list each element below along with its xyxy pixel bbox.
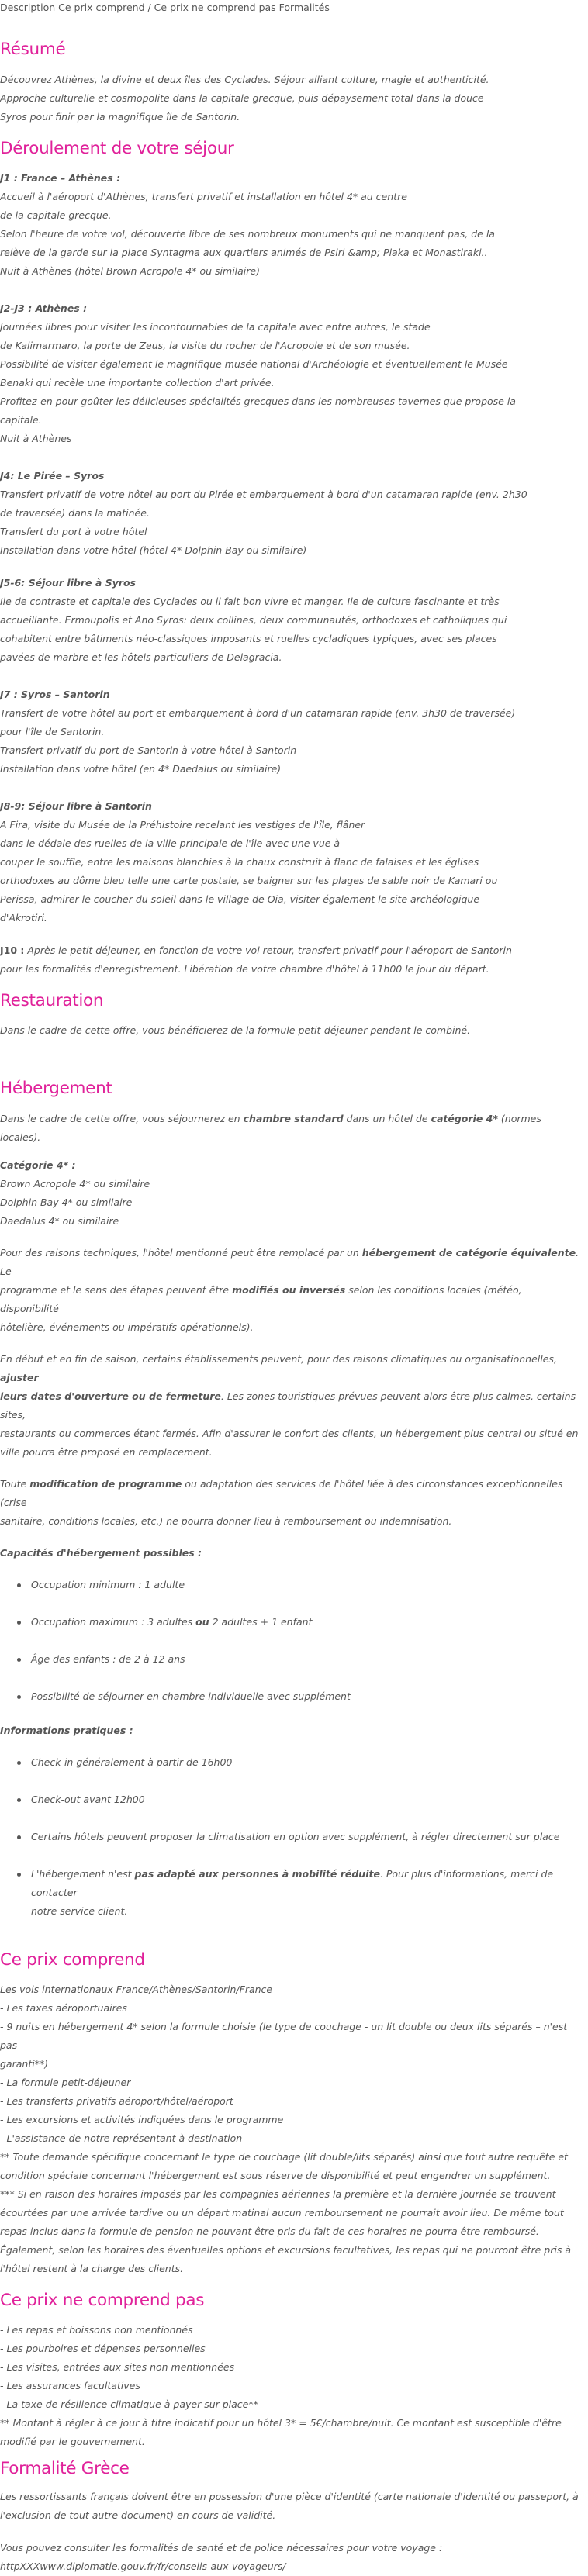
resume-text (0, 71, 582, 126)
day-line: Benaki qui recèle une importante collection d'art privée. (0, 377, 275, 388)
itinerary (0, 169, 582, 979)
day-line: Transfert du port à votre hôtel (0, 526, 147, 537)
day-block (0, 467, 582, 560)
day-line: Installation dans votre hôtel (hôtel 4* Dolphin Bay ou similaire) (0, 544, 307, 556)
list-item: Check-out avant 12h00 (14, 1790, 582, 1809)
capacity-heading: Capacités d'hébergement possibles : (0, 1547, 202, 1559)
hotel-item: Daedalus 4* ou similaire (0, 1215, 119, 1227)
list-item: - Les taxes aéroportuaires (0, 2002, 127, 2014)
restauration-title: Restauration (0, 991, 104, 1010)
day-block (0, 941, 582, 979)
list-item: - L'assistance de notre représentant à destination (0, 2132, 243, 2144)
resume-title: Résumé (0, 40, 66, 59)
ne-comprend-list (0, 2321, 582, 2451)
section-tabs: Description Ce prix comprend / Ce prix ne comprend pas Formalités (0, 2, 330, 13)
list-item: - Les assurances facultatives (0, 2380, 140, 2391)
day-line: Possibilité de visiter également le magnifique musée national d'Archéologie et éventuellement le Musée (0, 358, 508, 370)
list-item: Possibilité de séjourner en chambre individuelle avec supplément (14, 1687, 582, 1706)
day-block (0, 299, 582, 448)
day-line: Transfert privatif de votre hôtel au port du Pirée et embarquement à bord d'un catamaran rapide (env. 2h30 (0, 489, 527, 500)
day-block (0, 685, 582, 779)
list-item: repas inclus dans la formule de pension ne pouvant être pris du fait de ces horaires ne pourra être remboursé. (0, 2226, 539, 2237)
restauration-text: Dans le cadre de cette offre, vous bénéficierez de la formule petit-déjeuner pendant le combiné. (0, 1024, 471, 1036)
day-line: Journées libres pour visiter les incontournables de la capitale avec entre autres, le stade (0, 321, 431, 333)
list-item: - Les repas et boissons non mentionnés (0, 2324, 193, 2336)
list-item: l'hôtel restent à la charge des clients. (0, 2263, 184, 2274)
category-heading: Catégorie 4* : (0, 1159, 76, 1171)
info-heading: Informations pratiques : (0, 1725, 133, 1736)
hebergement-title: Hébergement (0, 1079, 112, 1098)
hebergement-intro: Dans le cadre de cette offre, vous séjournerez en chambre standard dans un hôtel de catégorie 4* (normes locales). (0, 1113, 541, 1143)
list-item: - Les visites, entrées aux sites non mentionnées (0, 2361, 235, 2373)
hebergement-paragraph: En début et en fin de saison, certains établissements peuvent, pour des raisons climatiques ou organisationnelles, ajuster (0, 1353, 557, 1383)
day-line: couper le souffle, entre les maisons blanchies à la chaux construit à flanc de falaises et les églises (0, 856, 479, 868)
resume-line: Syros pour finir par la magnifique île de Santorin. (0, 111, 240, 123)
day-line: de Kalimarmaro, la porte de Zeus, la visite du rocher de l'Acropole et de son musée. (0, 340, 410, 351)
day-line: Ile de contraste et capitale des Cyclades ou il fait bon vivre et manger. Ile de culture fascinante et très (0, 596, 500, 607)
day-line: Nuit à Athènes (hôtel Brown Acropole 4* ou similaire) (0, 265, 260, 277)
list-item: Les vols internationaux France/Athènes/Santorin/France (0, 1984, 273, 1995)
day-block (0, 797, 582, 927)
day-line: relève de la garde sur la place Syntagma aux quartiers animés de Psiri &amp; Plaka et Monastiraki.. (0, 247, 488, 258)
list-item: - Les transferts privatifs aéroport/hôtel/aéroport (0, 2095, 233, 2107)
day-line: pour l'île de Santorin. (0, 726, 105, 737)
list-item: ** Toute demande spécifique concernant le type de couchage (lit double/lits séparés) ainsi que tout autre requête et (0, 2151, 568, 2163)
day-heading: J7 : Syros – Santorin (0, 689, 110, 700)
day-line: Nuit à Athènes (0, 433, 72, 444)
day-heading: J4: Le Pirée – Syros (0, 470, 105, 482)
list-item: Certains hôtels peuvent proposer la climatisation en option avec supplément, à régler directement sur place (14, 1828, 582, 1846)
capacity-list (0, 1576, 582, 1706)
day-line: de traversée) dans la matinée. (0, 507, 150, 519)
day-line: Après le petit déjeuner, en fonction de votre vol retour, transfert privatif pour l'aéroport de Santorin (24, 944, 512, 956)
day-line: pour les formalités d'enregistrement. Libération de votre chambre d'hôtel à 11h00 le jour du départ. (0, 963, 489, 975)
list-item: garanti**) (0, 2058, 49, 2070)
day-line: capitale. (0, 414, 42, 426)
day-line: Perissa, admirer le coucher du soleil dans le village de Oia, visiter également le site archéologique (0, 893, 480, 905)
hebergement-paragraph: Pour des raisons techniques, l'hôtel mentionné peut être remplacé par un hébergement de catégorie équivalente. Le (0, 1247, 579, 1277)
hebergement-paragraph: Toute modification de programme ou adaptation des services de l'hôtel liée à des circonstances exceptionnelles (crise (0, 1478, 563, 1508)
hotel-item: Brown Acropole 4* ou similaire (0, 1178, 150, 1190)
list-item: ** Montant à régler à ce jour à titre indicatif pour un hôtel 3* = 5€/chambre/nuit. Ce montant est susceptible d'être (0, 2417, 562, 2429)
list-item: Occupation minimum : 1 adulte (14, 1576, 582, 1594)
ne-comprend-title: Ce prix ne comprend pas (0, 2291, 205, 2310)
list-item: L'hébergement n'est pas adapté aux personnes à mobilité réduite. Pour plus d'informations, merci de contacter notre service client. (14, 1865, 582, 1921)
day-line: dans le dédale des ruelles de la ville principale de l'île avec une vue à (0, 837, 341, 849)
list-item: écourtées par une arrivée tardive ou un départ matinal aucun remboursement ne pourrait avoir lieu. De même tout (0, 2207, 564, 2219)
list-item: Occupation maximum : 3 adultes ou 2 adultes + 1 enfant (14, 1613, 582, 1632)
formalite-line: l'exclusion de tout autre document) en cours de validité. (0, 2509, 276, 2521)
list-item: Également, selon les horaires des éventuelles options et excursions facultatives, les repas qui ne pourront être pris à (0, 2244, 571, 2256)
formalite-link[interactable]: httpXXXwww.diplomatie.gouv.fr/fr/conseils-aux-voyageurs/ (0, 2560, 286, 2572)
resume-line: Approche culturelle et cosmopolite dans la capitale grecque, puis dépaysement total dans la douce (0, 92, 484, 104)
formalite-text (0, 2488, 582, 2576)
formalite-line: Les ressortissants français doivent être en possession d'une pièce d'identité (carte nationale d'identité ou passeport, à (0, 2491, 579, 2502)
day-line: accueillante. Ermoupolis et Ano Syros: deux collines, deux communautés, orthodoxes et catholiques qui (0, 614, 507, 626)
day-line: de la capitale grecque. (0, 209, 112, 221)
day-line: orthodoxes au dôme bleu telle une carte postale, se baigner sur les plages de sable noir de Kamari ou (0, 875, 498, 886)
hebergement-body: Dans le cadre de cette offre, vous séjournerez en chambre standard dans un hôtel de catégorie 4* (normes locales). Catégorie 4* : Brown Acropole 4* ou similaire Dolphin Bay 4* ou similaire Daedalus 4* ou similaire Pour des raisons techniques, l'hôtel mentionné peut être remplacé par un hébergement de catégorie équivalente. Le programme et le sens des étapes peuvent être modifiés ou inversés selon les conditions locales (météo, disponibilité hôtelière, événements ou impératifs opérationnels). En début et en fin de saison, certains établissements peuvent, pour des raisons climatiques ou organisationnelles, ajuster leurs dates d'ouverture ou de fermeture. Les zones touristiques prévues peuvent alors être plus calmes, certains sites, restaurants ou commerces étant fermés. Afin d'assurer le confort des clients, un hébergement plus central ou situé en ville pourra être proposé en remplacement. Toute modification de programme ou adaptation des services de l'hôtel liée à des circonstances exceptionnelles (crise sanitaire, conditions locales, etc.) ne pourra donner lieu à remboursement ou indemnisation. Capacités d'hébergement possibles : Occupation minimum : 1 adulte Occupation maximum : 3 adultes ou 2 adultes + 1 enfant Âge des enfants : de 2 à 12 ans Possibilité de séjourner en chambre individuelle avec supplément Informations pratiques : Check-in généralement à partir de 16h00 Check-out avant 12h00 Certains hôtels peuvent proposer la climatisation en option avec supplément, à régler directement sur place L'hébergement n'est pas adapté aux personnes à mobilité réduite. Pour plus d'informations, merci de contacter notre service client. (0, 1110, 582, 1921)
list-item: condition spéciale concernant l'hébergement est sous réserve de disponibilité et peut engendrer un supplément. (0, 2170, 551, 2181)
day-line: Accueil à l'aéroport d'Athènes, transfert privatif et installation en hôtel 4* au centre (0, 191, 407, 202)
day-heading: J8-9: Séjour libre à Santorin (0, 800, 152, 812)
list-item: *** Si en raison des horaires imposés par les compagnies aériennes la première et la dernière journée se trouvent (0, 2188, 556, 2200)
day-line: Selon l'heure de votre vol, découverte libre de ses nombreux monuments qui ne manquent pas, de la (0, 228, 495, 240)
day-heading: J5-6: Séjour libre à Syros (0, 577, 136, 589)
list-item: - La taxe de résilience climatique à payer sur place** (0, 2398, 258, 2410)
day-heading: J2-J3 : Athènes : (0, 302, 88, 314)
day-line: Transfert privatif du port de Santorin à votre hôtel à Santorin (0, 744, 297, 756)
comprend-list (0, 1980, 582, 2278)
list-item: - La formule petit-déjeuner (0, 2077, 131, 2088)
day-line: Installation dans votre hôtel (en 4* Daedalus ou similaire) (0, 763, 282, 775)
list-item: modifié par le gouvernement. (0, 2436, 145, 2447)
deroulement-title: Déroulement de votre séjour (0, 139, 234, 158)
day-line: Transfert de votre hôtel au port et embarquement à bord d'un catamaran rapide (env. 3h30 de traversée) (0, 707, 516, 719)
day-heading: J1 : France – Athènes : (0, 172, 121, 184)
formalite-line: Vous pouvez consulter les formalités de santé et de police nécessaires pour votre voyage : (0, 2542, 443, 2554)
hotel-item: Dolphin Bay 4* ou similaire (0, 1196, 133, 1208)
comprend-title: Ce prix comprend (0, 1950, 145, 1970)
day-line: cohabitent entre bâtiments néo-classiques imposants et ruelles cycladiques typiques, avec ses places (0, 633, 497, 644)
info-list (0, 1753, 582, 1921)
day-line: d'Akrotiri. (0, 912, 47, 924)
day-heading: J10 : (0, 944, 25, 956)
formalite-title: Formalité Grèce (0, 2459, 130, 2478)
day-block (0, 169, 582, 281)
resume-line: Découvrez Athènes, la divine et deux îles des Cyclades. Séjour alliant culture, magie et authenticité. (0, 74, 489, 85)
day-block (0, 574, 582, 667)
list-item: - 9 nuits en hébergement 4* selon la formule choisie (le type de couchage - un lit double ou deux lits séparés – n'est pas (0, 2021, 568, 2051)
day-line: Profitez-en pour goûter les délicieuses spécialités grecques dans les nombreuses tavernes que propose la (0, 395, 516, 407)
list-item: - Les excursions et activités indiquées dans le programme (0, 2114, 284, 2125)
day-line: A Fira, visite du Musée de la Préhistoire recelant les vestiges de l'île, flâner (0, 819, 365, 830)
list-item: Âge des enfants : de 2 à 12 ans (14, 1650, 582, 1669)
list-item: Check-in généralement à partir de 16h00 (14, 1753, 582, 1772)
day-line: pavées de marbre et les hôtels particuliers de Delagracia. (0, 651, 282, 663)
list-item: - Les pourboires et dépenses personnelles (0, 2343, 206, 2354)
